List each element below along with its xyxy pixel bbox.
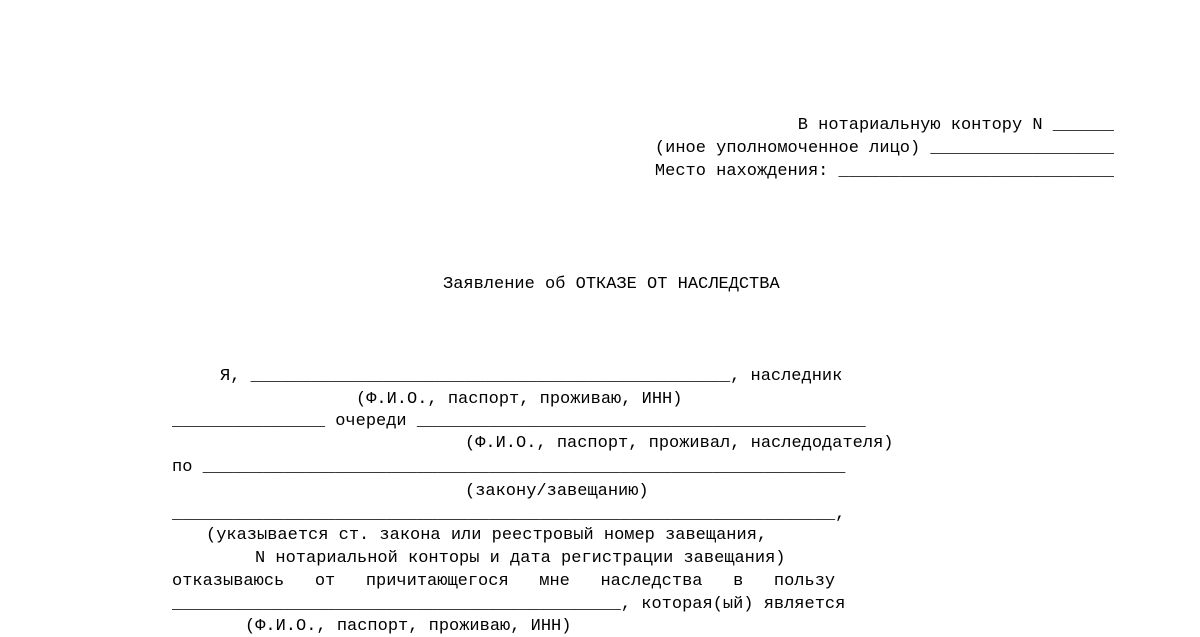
body-line-12-note: (Ф.И.О., паспорт, проживаю, ИНН) xyxy=(245,617,572,636)
body-line-4-note: (Ф.И.О., паспорт, проживал, наследодателя) xyxy=(465,434,894,453)
body-line-1: Я, _______________________________________________, наследник xyxy=(220,367,843,386)
header-authorized-person: (иное уполномоченное лицо) __________________ xyxy=(654,139,1114,158)
body-line-2-note: (Ф.И.О., паспорт, проживаю, ИНН) xyxy=(356,390,683,409)
body-line-7: _________________________________________________________________, xyxy=(172,505,846,524)
body-line-5: по _______________________________________________________________ xyxy=(172,458,846,477)
body-line-8-note: (указывается ст. закона или реестровый номер завещания, xyxy=(206,526,768,545)
body-line-6-note: (закону/завещанию) xyxy=(465,482,649,501)
body-line-3: _______________ очереди ____________________________________________ xyxy=(172,412,866,431)
body-line-9-note: N нотариальной конторы и дата регистрации завещания) xyxy=(255,549,786,568)
document-title: Заявление об ОТКАЗЕ ОТ НАСЛЕДСТВА xyxy=(443,275,780,294)
header-notary-office: В нотариальную контору N ______ xyxy=(797,116,1114,135)
header-location: Место нахождения: ___________________________ xyxy=(654,162,1114,181)
body-line-11: ____________________________________________, которая(ый) является xyxy=(172,595,846,614)
body-line-10: отказываюсь от причитающегося мне наследства в пользу xyxy=(172,572,836,591)
